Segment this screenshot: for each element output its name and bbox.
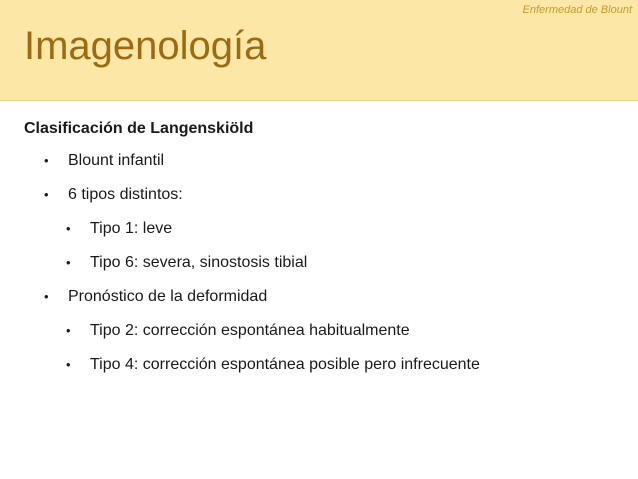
section-heading: Clasificación de Langenskiöld	[24, 120, 254, 137]
bullet-dot-icon: •	[66, 357, 71, 372]
slide-title: Imagenología	[24, 24, 267, 68]
bullet-item	[24, 286, 624, 308]
sub-bullet-item	[24, 320, 624, 342]
bullet-dot-icon: •	[66, 255, 71, 270]
bullet-text: Tipo 2: corrección espontánea habitualmente	[90, 322, 410, 339]
bullet-dot-icon: •	[66, 323, 71, 338]
sub-bullet-item	[24, 354, 624, 376]
bullet-text: 6 tipos distintos:	[68, 186, 183, 203]
bullet-item	[24, 150, 624, 172]
bullet-item	[24, 184, 624, 206]
sub-bullet-item	[24, 218, 624, 240]
bullet-dot-icon: •	[66, 221, 71, 236]
bullet-text: Tipo 1: leve	[90, 220, 173, 237]
slide-content	[24, 116, 624, 388]
bullet-text: Pronóstico de la deformidad	[68, 288, 268, 305]
bullet-dot-icon: •	[44, 153, 49, 168]
bullet-text: Tipo 6: severa, sinostosis tibial	[90, 254, 308, 271]
header-band	[0, 0, 638, 101]
bullet-text: Tipo 4: corrección espontánea posible pero infrecuente	[90, 356, 480, 373]
bullet-dot-icon: •	[44, 187, 49, 202]
bullet-text: Blount infantil	[68, 152, 165, 169]
slide-topic: Enfermedad de Blount	[522, 4, 632, 16]
sub-bullet-item	[24, 252, 624, 274]
bullet-dot-icon: •	[44, 289, 49, 304]
